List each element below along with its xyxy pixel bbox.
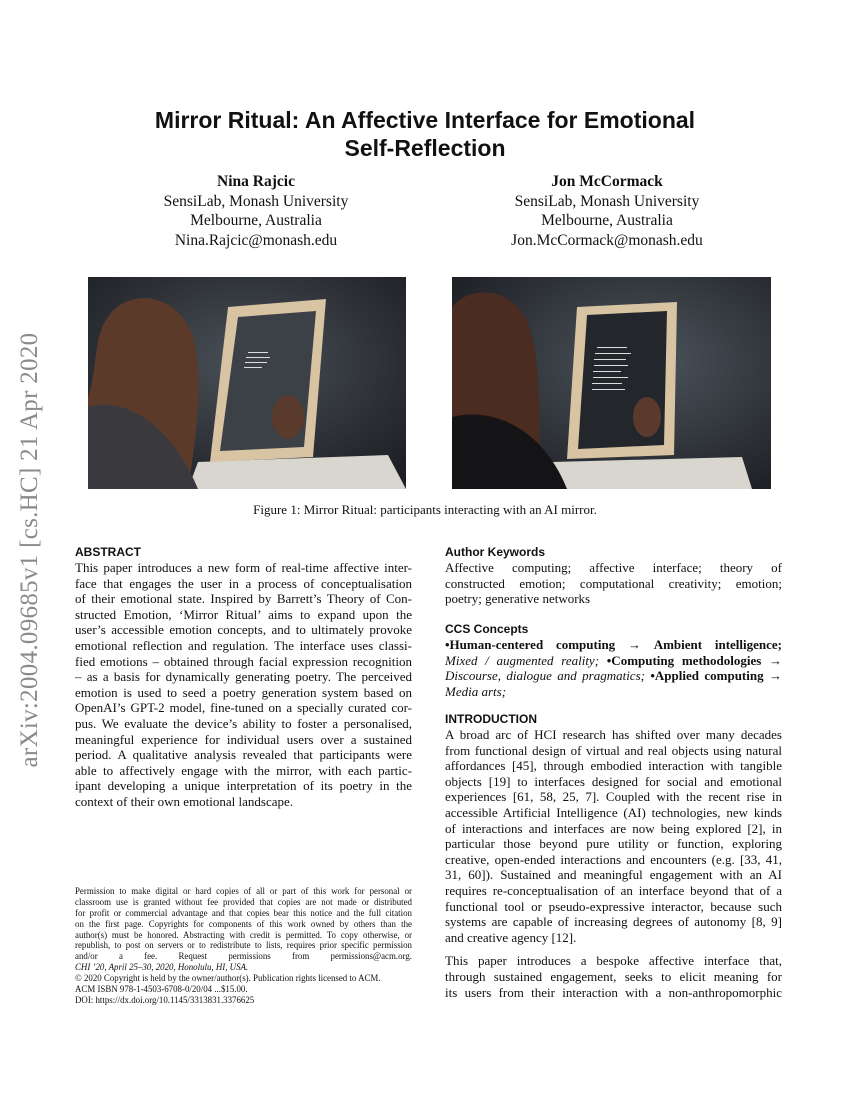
copyright-block bbox=[75, 886, 412, 1006]
text-line: Permission to make digital or hard copies of all or part of this work for personal or bbox=[75, 886, 412, 896]
ccs-line bbox=[445, 684, 782, 700]
text-line: its users from their interaction with a non-anthropomorphic bbox=[445, 984, 782, 1000]
ccs-term: Media arts; bbox=[445, 683, 507, 699]
text-line: ipant developing a unique interpretation of its poetry in the bbox=[75, 778, 412, 794]
author-email: Jon.McCormack@monash.edu bbox=[511, 231, 703, 249]
text-line: This paper introduces a bespoke affective interface that, bbox=[445, 953, 782, 969]
paper-title: Mirror Ritual: An Affective Interface for Emotional Self-Reflection bbox=[154, 107, 696, 161]
author-affiliation: SensiLab, Monash University bbox=[514, 192, 700, 210]
text-line: context of their own emotional landscape. bbox=[75, 793, 294, 809]
paragraph bbox=[445, 727, 782, 945]
copyright-notice: © 2020 Copyright is held by the owner/author(s). Publication rights licensed to ACM. bbox=[75, 973, 381, 984]
author-name: Nina Rajcic bbox=[217, 173, 295, 190]
text-line: on the first page. Copyrights for components of this work owned by others than the bbox=[75, 918, 412, 929]
ccs-term: •Human-centered computing bbox=[445, 637, 616, 652]
text-line: affordances [45], through embodied interaction with tangible bbox=[445, 758, 782, 774]
text-line: – as a basis for dynamically generating poetry. The perceived bbox=[75, 669, 412, 685]
figure-photo-right bbox=[452, 277, 771, 489]
author-affiliation: SensiLab, Monash University bbox=[163, 192, 349, 210]
abstract-body bbox=[75, 560, 412, 810]
author-email: Nina.Rajcic@monash.edu bbox=[174, 231, 338, 249]
text-line: requires re-conceptualisation of an interface beyond that of a bbox=[445, 882, 782, 898]
text-line: systems are capable of increasing degrees of autonomy [8, 9] bbox=[445, 914, 782, 930]
venue-line: CHI ’20, April 25–30, 2020, Honolulu, HI, USA. bbox=[75, 962, 249, 973]
text-line: meaningful experience for individual users over a sustained bbox=[75, 731, 412, 747]
author-location: Melbourne, Australia bbox=[541, 212, 673, 229]
text-line: fied emotions – obtained through facial expression recognition bbox=[75, 653, 412, 669]
figure-caption: Figure 1: Mirror Ritual: participants interacting with an AI mirror. bbox=[253, 502, 597, 517]
text-line: 31, 60]). Sustained and meaningful engagement with an AI bbox=[445, 867, 782, 883]
ccs-term: Discourse, dialogue and pragmatics; bbox=[445, 668, 651, 684]
abstract-section bbox=[75, 545, 412, 810]
abstract-heading: ABSTRACT bbox=[75, 545, 141, 559]
ccs-term: → bbox=[761, 652, 783, 668]
ccs-line bbox=[445, 637, 782, 653]
author-block bbox=[106, 172, 406, 250]
ccs-line bbox=[445, 668, 782, 684]
keywords-section bbox=[445, 545, 782, 607]
text-line: pus. We evaluate the device’s ability to foster a personalised, bbox=[75, 715, 412, 731]
text-line: through sustained engagement, seeks to elicit meaning for bbox=[445, 968, 782, 984]
text-line: classroom use is granted without fee provided that copies are not made or distributed bbox=[75, 896, 412, 907]
text-line: A broad arc of HCI research has shifted over many decades bbox=[445, 727, 782, 742]
text-line: OpenAI’s GPT-2 model, fine-tuned on a specially curated cor- bbox=[75, 700, 412, 716]
text-line: experiences [61, 58, 25, 7]. Coupled with the recent rise in bbox=[445, 789, 782, 805]
text-line: and/or a fee. Request permissions from permissions@acm.org. bbox=[75, 951, 412, 962]
ccs-heading: CCS Concepts bbox=[445, 622, 529, 636]
ccs-term: → bbox=[763, 668, 782, 684]
text-line: This paper introduces a new form of real-time affective inter- bbox=[75, 560, 412, 575]
ccs-term: → bbox=[615, 637, 654, 652]
ccs-term: •Applied computing bbox=[650, 668, 764, 684]
text-line: and creative agency [12]. bbox=[445, 929, 577, 945]
figure-photo-left bbox=[88, 277, 406, 489]
text-line: user’s accessible emotion concepts, and to ultimately provoke bbox=[75, 622, 412, 638]
text-line: objects [19] to interfaces designed for social and emotional bbox=[445, 773, 782, 789]
introduction-heading: INTRODUCTION bbox=[445, 712, 537, 726]
author-block bbox=[457, 172, 757, 250]
text-line: particular those beyond pure utility or function, exploring bbox=[445, 836, 782, 852]
text-line: emotional reflection and regulation. The interface uses classi- bbox=[75, 637, 412, 653]
ccs-term: Mixed / augmented reality; bbox=[445, 652, 607, 668]
ccs-term: Ambient intelligence; bbox=[653, 637, 782, 652]
text-line: author(s) must be honored. Abstracting with credit is permitted. To copy otherwise, or bbox=[75, 929, 412, 940]
text-line: of their emotional state. Inspired by Barrett’s Theory of Con- bbox=[75, 591, 412, 607]
text-line: poetry; generative networks bbox=[445, 591, 591, 607]
ccs-term: •Computing methodologies bbox=[606, 652, 762, 668]
ccs-section bbox=[445, 622, 782, 699]
arxiv-identifier-stamp: arXiv:2004.09685v1 [cs.HC] 21 Apr 2020 bbox=[16, 332, 43, 768]
text-line: period. A qualitative analysis revealed that participants were bbox=[75, 747, 412, 763]
ccs-line bbox=[445, 653, 782, 669]
author-location: Melbourne, Australia bbox=[190, 212, 322, 229]
text-line: from functional design of virtual and real objects using natural bbox=[445, 742, 782, 758]
author-name: Jon McCormack bbox=[551, 173, 663, 190]
keywords-heading: Author Keywords bbox=[445, 545, 546, 559]
text-line: able to affectively engage with the mirror, with each partic- bbox=[75, 762, 412, 778]
introduction-section bbox=[445, 712, 782, 1000]
text-line: accessible Artificial Intelligence (AI) technologies, new kinds bbox=[445, 804, 782, 820]
text-line: of interactions and interfaces are now being explored [2], in bbox=[445, 820, 782, 836]
text-line: functional tool or pseudo-expressive interactor, because such bbox=[445, 898, 782, 914]
paragraph bbox=[445, 953, 782, 1000]
text-line: republish, to post on servers or to redistribute to lists, requires prior specific permission bbox=[75, 940, 412, 951]
text-line: creative, open-ended interactions and encounters (e.g. [33, 41, bbox=[445, 851, 782, 867]
text-line: emotion is used to seed a poetry generation system based on bbox=[75, 684, 412, 700]
text-line: constructed emotion; computational creativity; emotion; bbox=[445, 575, 782, 591]
text-line: Affective computing; affective interface; theory of bbox=[445, 560, 782, 575]
doi-line: DOI: https://dx.doi.org/10.1145/3313831.3376625 bbox=[75, 994, 255, 1005]
text-line: for profit or commercial advantage and that copies bear this notice and the full citation bbox=[75, 907, 412, 918]
text-line: structed Emotion, ‘Mirror Ritual’ aims to expand upon the bbox=[75, 606, 412, 622]
text-line: face that engages the user in a process of conceptualisation bbox=[75, 575, 412, 591]
isbn-line: ACM ISBN 978-1-4503-6708-0/20/04 ...$15.00. bbox=[75, 984, 248, 995]
